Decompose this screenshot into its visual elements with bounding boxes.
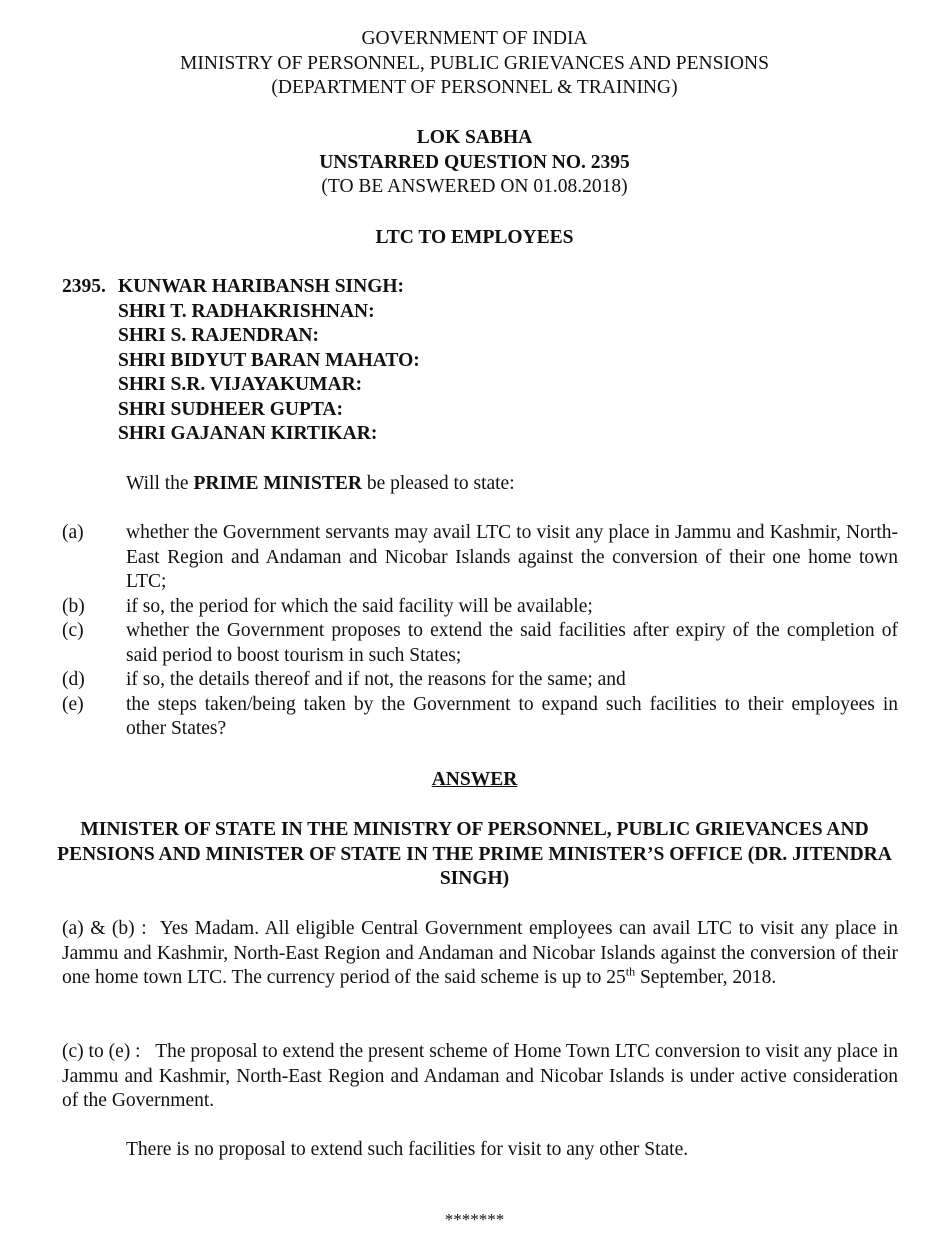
member-list bbox=[62, 275, 420, 447]
item-label: (b) bbox=[62, 595, 85, 617]
answer-title: ANSWER bbox=[431, 769, 518, 790]
member-name: SHRI T. RADHAKRISHNAN: bbox=[118, 300, 375, 322]
answer-paragraph-final: There is no proposal to extend such facilities for visit to any other State. bbox=[126, 1139, 689, 1160]
member-name: KUNWAR HARIBANSH SINGH: bbox=[118, 276, 405, 297]
header-government: GOVERNMENT OF INDIA bbox=[361, 28, 588, 49]
item-text: whether the Government servants may avail LTC to visit any place in Jammu and Kashmir, North-East Region and Andaman and Nicobar Islands against the conversion of their one home town LTC; bbox=[126, 522, 898, 592]
member-name: SHRI S. RAJENDRAN: bbox=[118, 325, 319, 346]
ordinal-suffix: th bbox=[625, 964, 636, 979]
item-text: if so, the details thereof and if not, the reasons for the same; and bbox=[126, 669, 626, 690]
answer-paragraph-a-b bbox=[62, 917, 898, 991]
header-ministry: MINISTRY OF PERSONNEL, PUBLIC GRIEVANCES AND PENSIONS bbox=[180, 52, 769, 74]
question-number: UNSTARRED QUESTION NO. 2395 bbox=[319, 151, 630, 173]
document-header bbox=[0, 27, 949, 101]
member-name: SHRI SUDHEER GUPTA: bbox=[118, 398, 344, 420]
member-name: SHRI GAJANAN KIRTIKAR: bbox=[118, 423, 378, 444]
member-name: SHRI S.R. VIJAYAKUMAR: bbox=[118, 374, 363, 395]
question-heading bbox=[0, 126, 949, 200]
answer-text: The proposal to extend the present scheme of Home Town LTC conversion to visit any place in Jammu and Kashmir, North-East Region and Andaman and Nicobar Islands is under active consideration of the Government. bbox=[62, 1041, 899, 1111]
minister-designation: MINISTER OF STATE IN THE MINISTRY OF PERSONNEL, PUBLIC GRIEVANCES AND PENSIONS AND MINISTER OF STATE IN THE PRIME MINISTER’S OFFICE (DR. JITENDRA SINGH) bbox=[57, 819, 892, 889]
question-items bbox=[62, 521, 898, 742]
item-text: if so, the period for which the said facility will be available; bbox=[126, 595, 593, 617]
question-item bbox=[62, 693, 898, 742]
item-label: (c) bbox=[62, 620, 84, 641]
item-label: (e) bbox=[62, 693, 84, 715]
question-item bbox=[62, 595, 898, 620]
answer-paragraph-c-e bbox=[62, 1040, 898, 1114]
answer-text-end: September, 2018. bbox=[639, 967, 777, 988]
answer-label: (a) & (b) : bbox=[62, 918, 147, 939]
item-label: (d) bbox=[62, 669, 85, 690]
end-mark: ******* bbox=[444, 1210, 505, 1229]
question-subject: LTC TO EMPLOYEES bbox=[375, 227, 574, 248]
answer-text: Yes Madam. All eligible Central Government employees can avail LTC to visit any place in Jammu and Kashmir, North-East Region and Andaman and Nicobar Islands against the conversion of their one home town LTC. The currency period of the said scheme is up to 25 bbox=[62, 918, 899, 988]
member-question-number: 2395. bbox=[62, 276, 106, 297]
header-department: (DEPARTMENT OF PERSONNEL & TRAINING) bbox=[271, 77, 678, 98]
question-item bbox=[62, 521, 898, 595]
intro-suffix: be pleased to state: bbox=[361, 473, 515, 494]
house-name: LOK SABHA bbox=[416, 127, 533, 148]
question-item bbox=[62, 668, 898, 693]
answer-date: (TO BE ANSWERED ON 01.08.2018) bbox=[321, 176, 628, 197]
item-text: whether the Government proposes to extend the said facilities after expiry of the completion of said period to boost tourism in such States; bbox=[126, 620, 898, 666]
answer-label: (c) to (e) : bbox=[62, 1041, 141, 1062]
item-text: the steps taken/being taken by the Government to expand such facilities to their employees in other States? bbox=[126, 693, 898, 739]
question-intro bbox=[126, 472, 515, 497]
question-item bbox=[62, 619, 898, 668]
member-row bbox=[62, 275, 420, 300]
member-name: SHRI BIDYUT BARAN MAHATO: bbox=[118, 349, 420, 371]
addressee: PRIME MINISTER bbox=[193, 473, 362, 494]
intro-prefix: Will the bbox=[126, 473, 194, 494]
item-label: (a) bbox=[62, 522, 84, 543]
